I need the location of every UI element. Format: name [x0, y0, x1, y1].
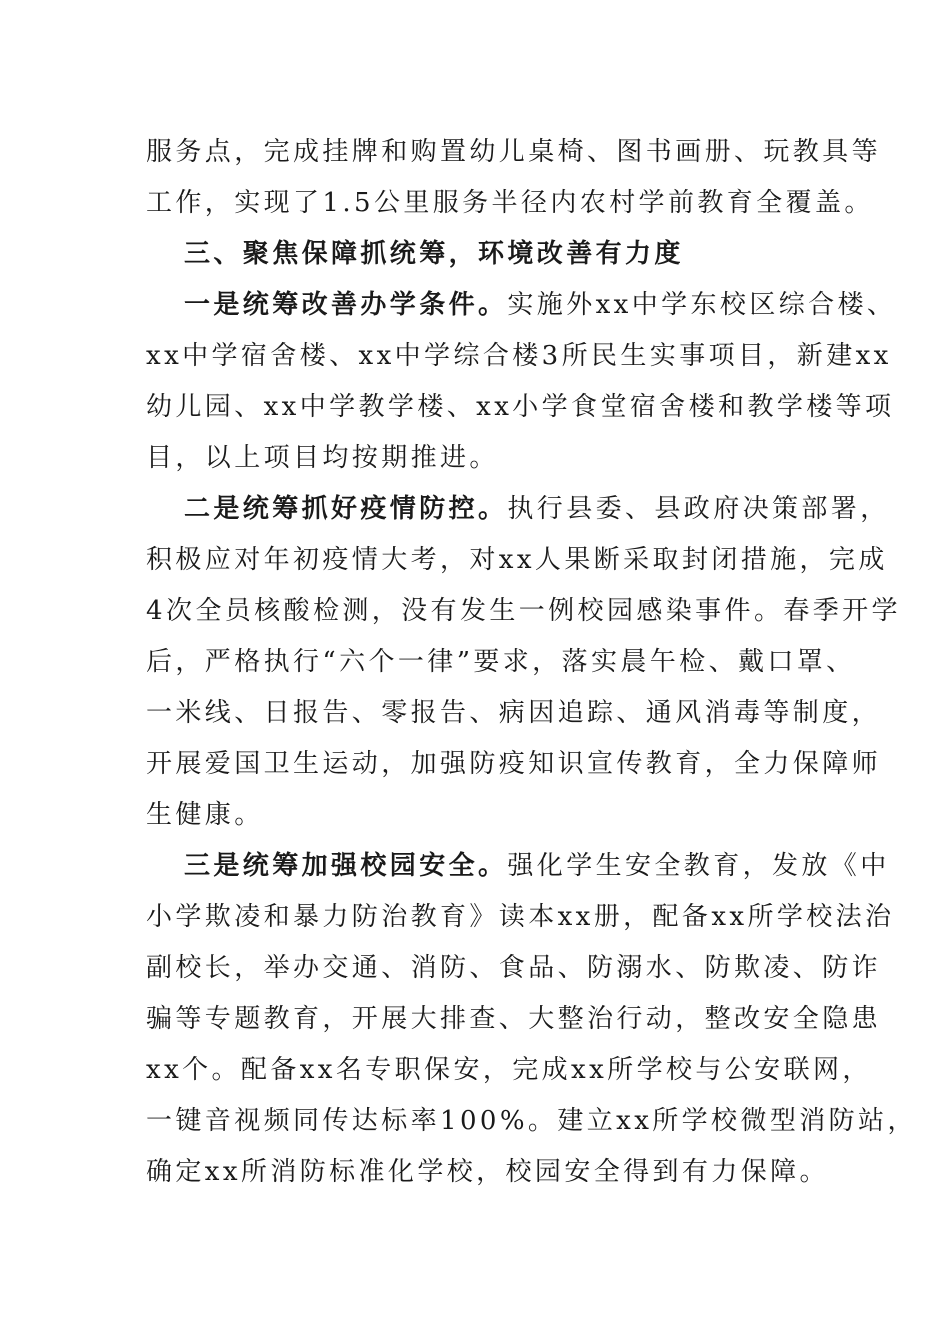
paragraph-line: 后，严格执行“六个一律”要求，落实晨午检、戴口罩、 [146, 647, 856, 677]
paragraph-line: 小学欺凌和暴力防治教育》读本xx册，配备xx所学校法治 [146, 902, 895, 932]
paragraph-line: 目，以上项目均按期推进。 [146, 443, 499, 473]
paragraph-lead: 二是统筹抓好疫情防控。 [184, 494, 508, 524]
paragraph-text: 强化学生安全教育，发放《中 [507, 851, 890, 881]
paragraph-line: 一键音视频同传达标率100%。建立xx所学校微型消防站， [146, 1106, 917, 1136]
paragraph-line: 副校长，举办交通、消防、食品、防溺水、防欺凌、防诈 [146, 953, 882, 983]
paragraph-line: 工作，实现了1.5公里服务半径内农村学前教育全覆盖。 [146, 188, 874, 218]
paragraph-line: 生健康。 [146, 800, 264, 830]
paragraph-line: 开展爱国卫生运动，加强防疫知识宣传教育，全力保障师 [146, 749, 882, 779]
paragraph-line: 确定xx所消防标准化学校，校园安全得到有力保障。 [146, 1157, 829, 1187]
paragraph-line: 4次全员核酸检测，没有发生一例校园感染事件。春季开学 [146, 596, 901, 626]
paragraph-text: 执行县委、县政府决策部署， [507, 494, 890, 524]
paragraph-line: xx个。配备xx名专职保安，完成xx所学校与公安联网， [146, 1055, 872, 1085]
paragraph-line [184, 491, 890, 527]
paragraph-line: 积极应对年初疫情大考，对xx人果断采取封闭措施，完成 [146, 545, 888, 575]
paragraph-lead: 三是统筹加强校园安全。 [184, 851, 508, 881]
paragraph-line: 幼儿园、xx中学教学楼、xx小学食堂宿舍楼和教学楼等项 [146, 392, 895, 422]
paragraph-line: 服务点，完成挂牌和购置幼儿桌椅、图书画册、玩教具等 [146, 137, 882, 167]
section-heading: 三、聚焦保障抓统筹，环境改善有力度 [184, 239, 684, 269]
paragraph-line [184, 287, 896, 323]
paragraph-line: 骗等专题教育，开展大排查、大整治行动，整改安全隐患 [146, 1004, 882, 1034]
paragraph-text: 实施外xx中学东校区综合楼、 [507, 290, 897, 320]
paragraph-line: 一米线、日报告、零报告、病因追踪、通风消毒等制度， [146, 698, 882, 728]
paragraph-lead: 一是统筹改善办学条件。 [184, 290, 508, 320]
paragraph-line: xx中学宿舍楼、xx中学综合楼3所民生实事项目，新建xx [146, 341, 892, 371]
paragraph-line [184, 848, 890, 884]
